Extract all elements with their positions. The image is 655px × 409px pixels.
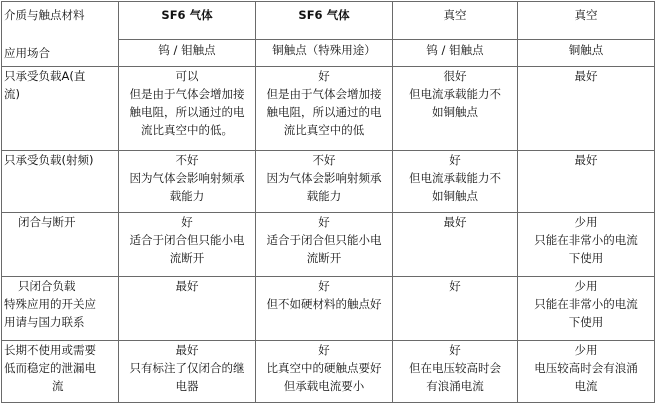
table-cell: 好 bbox=[393, 277, 518, 341]
table-cell: 最好 bbox=[518, 67, 655, 151]
table-cell: 可以 但是由于气体会增加接 触电阻，所以通过的电 流比真空中的低。 bbox=[119, 67, 256, 151]
row-label-cell: 只闭合负载 特殊应用的开关应 用请与国力联系 bbox=[2, 277, 119, 341]
table-row bbox=[2, 151, 655, 213]
row-label-cell: 只承受负载A(直 流) bbox=[2, 67, 119, 151]
table-cell: 好 但在电压较高时会 有浪涌电流 bbox=[393, 341, 518, 403]
table-cell: 少用 只能在非常小的电流 下使用 bbox=[518, 277, 655, 341]
table-cell: 最好 bbox=[518, 151, 655, 213]
table-row bbox=[2, 277, 655, 341]
table-cell: 少用 只能在非常小的电流 下使用 bbox=[518, 213, 655, 277]
row-label-cell: 闭合与断开 bbox=[2, 213, 119, 277]
corner-header-bottom: 应用场合 bbox=[4, 46, 50, 60]
header-row-medium bbox=[2, 2, 655, 40]
table-cell: 不好 因为气体会影响射频承 载能力 bbox=[119, 151, 256, 213]
table-cell: 好 但是由于气体会增加接 触电阻，所以通过的电 流比真空中的低 bbox=[256, 67, 393, 151]
table-cell: 最好 bbox=[393, 213, 518, 277]
table-row bbox=[2, 67, 655, 151]
corner-header-cell bbox=[2, 2, 119, 67]
table-cell: 好 但电流承载能力不 如铜触点 bbox=[393, 151, 518, 213]
column-header-contact: 铜触点（特殊用途） bbox=[256, 40, 393, 67]
table-cell: 最好 只有标注了仅闭合的继 电器 bbox=[119, 341, 256, 403]
table-cell: 少用 电压较高时会有浪涌 电流 bbox=[518, 341, 655, 403]
table-cell: 最好 bbox=[119, 277, 256, 341]
table-row bbox=[2, 213, 655, 277]
column-header-medium: SF6 气体 bbox=[119, 2, 256, 40]
column-header-medium: SF6 气体 bbox=[256, 2, 393, 40]
row-label-cell: 长期不使用或需要 低而稳定的泄漏电 流 bbox=[2, 341, 119, 403]
table-cell: 好 但不如硬材料的触点好 bbox=[256, 277, 393, 341]
corner-header-top: 介质与触点材料 bbox=[4, 8, 85, 22]
column-header-contact: 钨 / 钼触点 bbox=[393, 40, 518, 67]
table-cell: 很好 但电流承载能力不 如铜触点 bbox=[393, 67, 518, 151]
table-cell: 好 比真空中的硬触点要好 但承载电流要小 bbox=[256, 341, 393, 403]
table-cell: 好 适合于闭合但只能小电 流断开 bbox=[256, 213, 393, 277]
table-cell: 好 适合于闭合但只能小电 流断开 bbox=[119, 213, 256, 277]
comparison-table bbox=[1, 1, 655, 403]
table-cell: 不好 因为气体会影响射频承 载能力 bbox=[256, 151, 393, 213]
column-header-medium: 真空 bbox=[518, 2, 655, 40]
column-header-contact: 钨 / 钼触点 bbox=[119, 40, 256, 67]
table-row bbox=[2, 341, 655, 403]
column-header-medium: 真空 bbox=[393, 2, 518, 40]
row-label-cell: 只承受负载(射频) bbox=[2, 151, 119, 213]
column-header-contact: 铜触点 bbox=[518, 40, 655, 67]
